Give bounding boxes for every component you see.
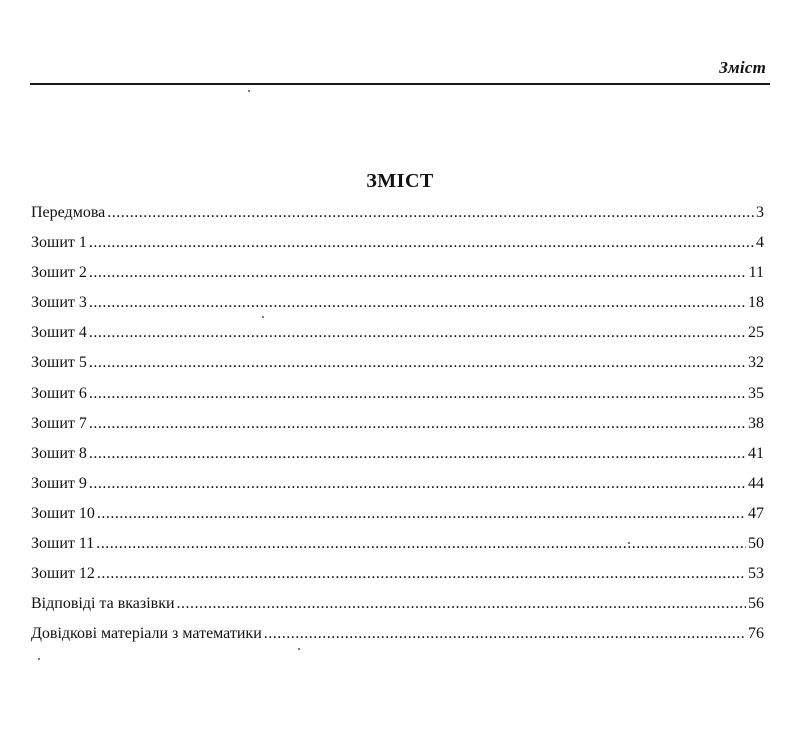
toc-entry[interactable]	[31, 413, 764, 443]
toc-entry[interactable]	[31, 593, 764, 623]
dot-leader	[89, 473, 746, 495]
toc-entry[interactable]	[31, 533, 764, 563]
dot-leader	[264, 623, 746, 645]
dot-leader	[97, 503, 746, 525]
dot-leader	[89, 292, 746, 314]
toc-entry[interactable]	[31, 292, 764, 322]
toc-entry[interactable]	[31, 443, 764, 473]
dot-leader	[89, 352, 746, 374]
toc-entry-page: 56	[748, 595, 764, 613]
toc-entry-label: Передмова	[31, 204, 106, 221]
scan-speck	[628, 542, 630, 544]
toc-entry-page: 50	[748, 535, 764, 553]
scan-speck	[248, 90, 250, 92]
toc-entry-label: Зошит 4	[31, 324, 87, 342]
dot-leader	[89, 383, 746, 405]
dot-leader	[89, 443, 746, 465]
toc-entry[interactable]	[31, 503, 764, 533]
toc-entry-page: 44	[748, 474, 764, 492]
toc-entry-label: Зошит 2	[31, 264, 87, 282]
toc-entry[interactable]	[31, 563, 764, 593]
dot-leader	[89, 262, 747, 284]
dot-leader	[107, 202, 754, 224]
toc-entry[interactable]	[31, 202, 764, 232]
dot-leader	[89, 322, 746, 344]
running-header-title: Зміст	[719, 58, 766, 77]
dot-leader	[96, 533, 746, 555]
toc-entry-label: Зошит 10	[31, 504, 95, 522]
toc-entry-page: 25	[748, 324, 764, 342]
toc-title: ЗМІСТ	[366, 170, 434, 192]
toc-entry[interactable]	[31, 322, 764, 352]
toc-entry-page: 18	[748, 294, 764, 312]
toc-entry-page: 4	[756, 234, 764, 252]
toc-entry-label: Зошит 9	[31, 474, 87, 492]
toc-entry[interactable]	[31, 262, 764, 292]
scan-speck	[262, 316, 264, 318]
toc-entry-label: Зошит 3	[31, 294, 87, 312]
toc-entry[interactable]	[31, 473, 764, 503]
dot-leader	[97, 563, 746, 585]
toc-entry-label: Зошит 8	[31, 444, 87, 462]
toc-entry[interactable]	[31, 232, 764, 262]
toc-entry-label: Зошит 5	[31, 354, 87, 372]
toc-entry-page: 11	[748, 264, 764, 282]
toc-entry-page: 76	[748, 625, 764, 643]
toc-entry-label: Зошит 12	[31, 565, 95, 583]
toc-entry-label: Відповіді та вказівки	[31, 595, 175, 613]
toc-entry-page: 3	[756, 204, 764, 221]
table-of-contents	[31, 202, 764, 653]
dot-leader	[89, 232, 754, 254]
toc-entry-page: 32	[748, 354, 764, 372]
dot-leader	[89, 413, 746, 435]
header-rule	[30, 83, 770, 85]
toc-entry-label: Зошит 7	[31, 414, 87, 432]
toc-entry-page: 47	[748, 504, 764, 522]
toc-entry[interactable]	[31, 623, 764, 653]
scan-speck	[38, 658, 40, 660]
toc-entry-page: 53	[748, 565, 764, 583]
scan-speck	[298, 648, 300, 650]
toc-entry-page: 38	[748, 414, 764, 432]
toc-entry-page: 41	[748, 444, 764, 462]
toc-entry-label: Зошит 6	[31, 384, 87, 402]
dot-leader	[177, 593, 746, 615]
toc-entry-page: 35	[748, 384, 764, 402]
toc-entry-label: Зошит 11	[31, 535, 95, 553]
toc-entry[interactable]	[31, 352, 764, 382]
toc-entry-label: Зошит 1	[31, 234, 87, 252]
toc-entry-label: Довідкові матеріали з математики	[31, 625, 262, 643]
toc-entry[interactable]	[31, 383, 764, 413]
